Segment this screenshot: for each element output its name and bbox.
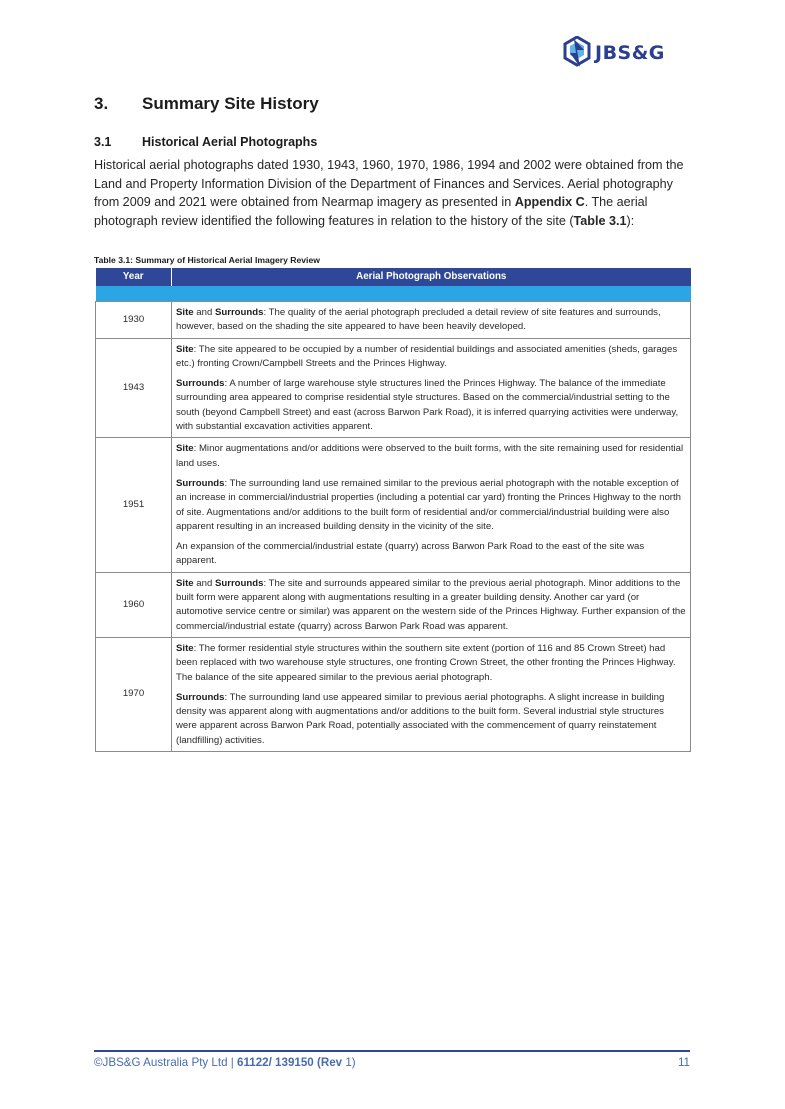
observation-text: : The surrounding land use appeared similar to previous aerial photographs. A slight increase in building density was apparent along with augmentations and/or additions to the built form. Several industrial style structures were apparent across Barwon Park Road, potentially associated with the commencement of quarry reinstatement (landfilling) activities. — [176, 691, 665, 746]
observations-column-header: Aerial Photograph Observations — [172, 268, 691, 286]
observation-cell — [172, 637, 691, 751]
observation-text: : The site and surrounds appeared similar to the previous aerial photograph. Minor additions to the built form were apparent along with augmentations resulting in a greater building density. Another car yard (or automotive service centre or similar) was apparent on the western side of the Princes Highway. Further expansion of the commercial/industrial estate (quarry) across Barwon Park Road was apparent. — [176, 577, 686, 632]
surrounds-label: Surrounds — [176, 477, 225, 489]
observation-paragraph — [176, 577, 686, 634]
site-label: Site — [176, 307, 194, 318]
intro-paragraph — [94, 156, 694, 230]
table-row — [96, 302, 691, 339]
table-row — [96, 338, 691, 438]
site-label: Site — [176, 343, 194, 355]
page-number: 11 — [677, 1056, 690, 1069]
observation-text: : The former residential style structures within the southern site extent (portion of 116 and 85 Crown Street) had been replaced with two warehouse style structures, one fronting Crown Street, the other fronting the Princes Highway. The balance of the site appeared similar to the previous aerial photograph. — [176, 642, 676, 683]
observation-text: : A number of large warehouse style structures lined the Princes Highway. The balance of the immediate surrounding area appeared to comprise residential style structures. Based on the commercial/industrial setting to the south (beyond Campbell Street) and east (across Barwon Park Road), it is inferred quarrying activities were underway, with substantial excavation activities apparent. — [176, 378, 679, 433]
year-cell: 1943 — [96, 338, 172, 438]
year-cell: 1930 — [96, 302, 172, 339]
site-label: Site — [176, 443, 194, 455]
year-cell: 1970 — [96, 637, 172, 751]
observation-paragraph — [176, 642, 686, 685]
company-logo — [562, 36, 665, 70]
observation-cell — [172, 302, 691, 339]
footer-rule — [94, 1050, 690, 1052]
surrounds-label: Surrounds — [214, 307, 264, 318]
logo-text: JBS&G — [595, 42, 665, 64]
table-row — [96, 637, 691, 751]
surrounds-label: Surrounds — [214, 577, 264, 589]
table-caption: Table 3.1: Summary of Historical Aerial Imagery Review — [94, 255, 320, 265]
section-title: Summary Site History — [142, 94, 319, 113]
header-band-cell — [96, 286, 691, 302]
footer-project-ref: 61122/ 139150 (Rev — [237, 1056, 343, 1069]
observation-text: and — [193, 307, 215, 318]
table-header-row — [96, 268, 691, 286]
surrounds-label: Surrounds — [176, 378, 225, 390]
observation-paragraph — [176, 691, 686, 748]
intro-text: Historical aerial photographs dated 1930, 1943, 1960, 1970, 1986, 1994 and 2002 were obtained from the Land and Property Information Division of the Department of Finances and Services. Aerial photography from 2009 and 2021 were obtained from Nearmap imagery as presented in — [94, 158, 684, 210]
site-label: Site — [176, 642, 194, 654]
subsection-number: 3.1 — [94, 135, 112, 149]
footer-reference — [94, 1056, 356, 1069]
section-number: 3. — [94, 94, 109, 113]
section-heading — [94, 94, 319, 114]
year-cell: 1960 — [96, 572, 172, 637]
observation-paragraph — [176, 540, 686, 569]
observation-paragraph — [176, 377, 686, 434]
table-row — [96, 572, 691, 637]
page-footer — [94, 1056, 690, 1069]
jbsg-logo-icon — [562, 36, 592, 70]
header-band — [96, 286, 691, 302]
year-cell: 1951 — [96, 438, 172, 572]
intro-text: . The aerial photograph review identified the following features in relation to the history of the site ( — [94, 195, 648, 228]
observation-text: : Minor augmentations and/or additions were observed to the built forms, with the site remaining used for residential land uses. — [176, 443, 684, 469]
aerial-imagery-table — [95, 268, 691, 752]
observation-text: and — [193, 577, 215, 589]
intro-text: ): — [626, 213, 635, 228]
observation-text: : The site appeared to be occupied by a number of residential buildings and associated amenities (sheds, garages etc.) fronting Crown/Campbell Streets and the Princes Highway. — [176, 343, 678, 369]
observation-paragraph — [176, 477, 686, 534]
observation-paragraph — [176, 442, 686, 471]
surrounds-label: Surrounds — [176, 691, 225, 703]
observation-text: An expansion of the commercial/industrial estate (quarry) across Barwon Park Road to the east of the site was apparent. — [176, 541, 645, 567]
site-label: Site — [176, 577, 194, 589]
observation-cell — [172, 572, 691, 637]
observation-cell — [172, 338, 691, 438]
observation-text: : The surrounding land use remained similar to the previous aerial photograph with the notable exception of an increase in commercial/industrial properties (including a potential car yard) fronting the Princes Highway to the north of site. Augmentations and/or additions to the built form of residential and/or commercial/industrial building were also apparent resulting in an increased building density in the vicinity of the site. — [176, 477, 681, 532]
observation-cell — [172, 438, 691, 572]
subsection-heading — [94, 135, 317, 149]
table-reference: Table 3.1 — [573, 213, 627, 228]
observation-text: : The quality of the aerial photograph precluded a detail review of site features and surrounds, however, based on the shading the site appeared to have been heavily developed. — [176, 307, 661, 333]
footer-revision: 1) — [342, 1056, 356, 1069]
year-column-header: Year — [96, 268, 172, 286]
observation-paragraph — [176, 306, 686, 335]
footer-company: ©JBS&G Australia Pty Ltd | — [94, 1056, 238, 1069]
appendix-reference: Appendix C — [514, 195, 585, 210]
table-row — [96, 438, 691, 572]
subsection-title: Historical Aerial Photographs — [142, 135, 318, 149]
observation-paragraph — [176, 343, 686, 372]
